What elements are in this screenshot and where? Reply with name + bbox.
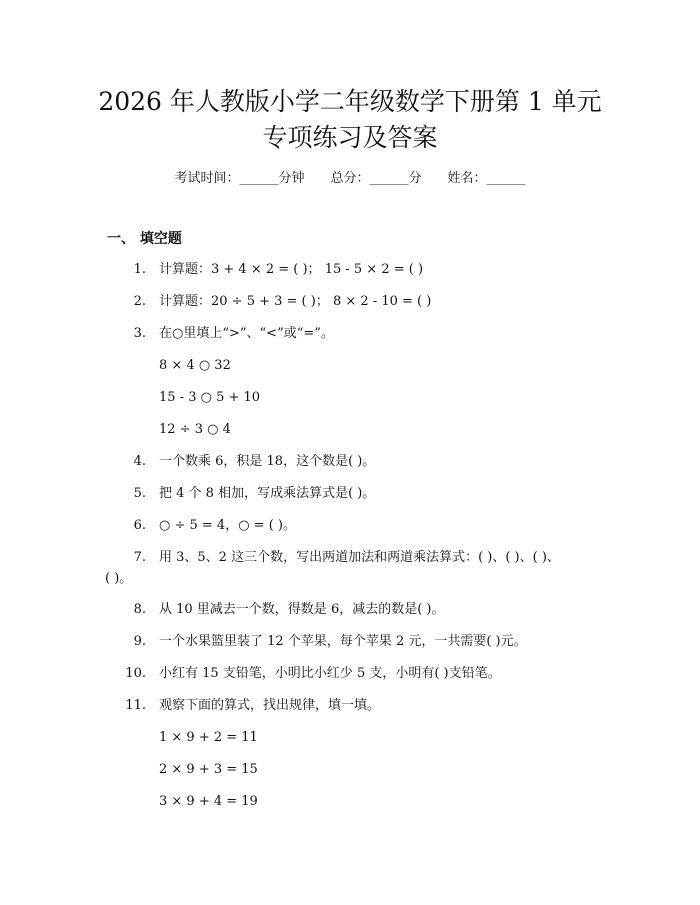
question-text: 计算题：20 ÷ 5 + 3 = ( )； 8 × 2 - 10 = ( ) <box>159 294 432 309</box>
question-number: 8. <box>133 602 146 617</box>
question-number: 11. <box>125 698 146 713</box>
exam-meta <box>0 170 700 188</box>
pattern-line: 3 × 9 + 4 = 19 <box>159 794 258 809</box>
page-title-line-2: 专项练习及答案 <box>262 123 438 152</box>
question-text: 一个水果篮里装了 12 个苹果，每个苹果 2 元，一共需要( )元。 <box>159 634 527 649</box>
comparison-line: 12 ÷ 3 ○ 4 <box>159 422 231 437</box>
question-number: 7. <box>133 550 146 565</box>
question-number: 6. <box>133 518 146 533</box>
question-text: 观察下面的算式，找出规律，填一填。 <box>159 698 381 713</box>
exam-name: 姓名：______ <box>447 171 526 186</box>
question-number: 10. <box>125 666 146 681</box>
pattern-line: 1 × 9 + 2 = 11 <box>159 730 258 745</box>
pattern-line: 2 × 9 + 3 = 15 <box>159 762 258 777</box>
question-number: 5. <box>133 486 146 501</box>
question-text: ○ ÷ 5 = 4，○ = ( )。 <box>159 518 296 533</box>
comparison-line: 8 × 4 ○ 32 <box>159 358 231 373</box>
question-number: 1. <box>133 262 146 277</box>
comparison-line: 15 - 3 ○ 5 + 10 <box>159 390 261 405</box>
page-title-line-1: 2026 年人教版小学二年级数学下册第 1 单元 <box>98 87 602 116</box>
question-text-continued: ( )。 <box>105 571 133 586</box>
exam-time: 考试时间：______分钟 <box>174 171 305 186</box>
question-text: 从 10 里减去一个数，得数是 6，减去的数是( )。 <box>159 602 445 617</box>
question-text: 一个数乘 6，积是 18，这个数是( )。 <box>159 454 376 469</box>
question-text: 计算题：3 + 4 × 2 = ( )； 15 - 5 × 2 = ( ) <box>159 262 424 277</box>
question-number: 4. <box>133 454 146 469</box>
section-title-fill-in: 一、 填空题 <box>107 231 182 247</box>
question-text: 用 3、5、2 这三个数，写出两道加法和两道乘法算式：( )、( )、( )、 <box>159 550 560 565</box>
exam-score: 总分：______分 <box>330 171 422 186</box>
question-text: 把 4 个 8 相加，写成乘法算式是( )。 <box>159 486 376 501</box>
question-number: 3. <box>133 326 146 341</box>
question-text: 小红有 15 支铅笔，小明比小红少 5 支，小明有( )支铅笔。 <box>159 666 501 681</box>
question-number: 2. <box>133 294 146 309</box>
question-number: 9. <box>133 634 146 649</box>
question-text: 在○里填上“>”、“<”或“=”。 <box>159 326 334 341</box>
